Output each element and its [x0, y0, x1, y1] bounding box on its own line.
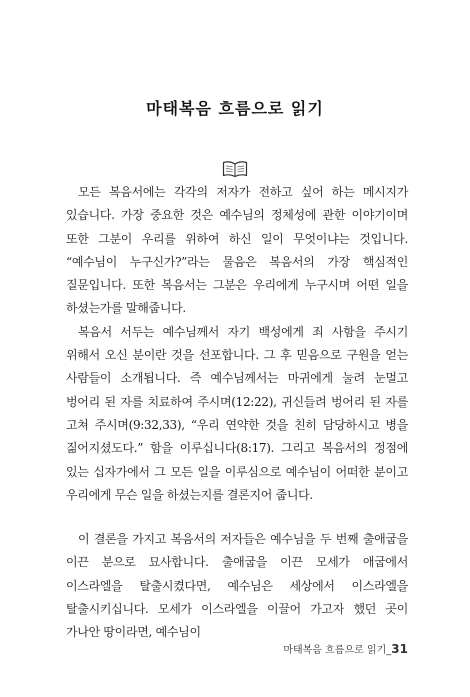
paragraph-spacer — [66, 507, 408, 528]
open-book-icon — [222, 160, 248, 178]
paragraph-1: 모든 복음서에는 각각의 저자가 전하고 싶어 하는 메시지가 있습니다. 가장 중요한 것은 예수님의 정체성에 관한 이야기이며 또한 그분이 우리를 위하여 하신 일이 무엇이냐는 것입니다. “예수님이 누구신가?”라는 물음은 복음서의 가장 핵심적인 질문입니다. 또한 복음서는 그분은 우리에게 누구시며 어떤 일을 하셨는가를 말해줍니다. — [66, 185, 409, 316]
paragraph-2: 복음서 서두는 예수님께서 자기 백성에게 죄 사함을 주시기 위해서 오신 분이란 것을 선포합니다. 그 후 믿음으로 구원을 얻는 사람들이 소개됩니다. 즉 예수님께서는 마귀에게 눌려 눈멀고 벙어리 된 자를 치료하여 주시며(12:22), 귀신들려 벙어리 된 자를 고쳐 주시며(9:32,33), “우리 연약한 것을 친히 담당하시고 병을 짊어지셨도다.” 함을 이루십니다(8:17). 그리고 복음서의 정점에 있는 십자가에서 그 모든 일을 이루심으로 예수님이 어떠한 분이고 우리에게 무슨 일을 하셨는지를 결론지어 줍니다. — [66, 324, 408, 502]
page-number: 31 — [391, 642, 408, 656]
chapter-title: 마태복음 흐름으로 읽기 — [146, 99, 324, 118]
running-title: 마태복음 흐름으로 읽기 — [283, 645, 387, 656]
footer-separator: _ — [386, 645, 392, 656]
page-footer — [283, 641, 408, 656]
body-text — [66, 181, 408, 645]
paragraph-3: 이 결론을 가지고 복음서의 저자들은 예수님을 두 번째 출애굽을 이끈 분으로 묘사합니다. 출애굽을 이끈 모세가 애굽에서 이스라엘을 탈출시켰다면, 예수님은 세상에서 이스라엘을 탈출시키십니다. 모세가 이스라엘을 이끌어 가고자 했던 곳이 가나안 땅이라면, 예수님이 — [66, 532, 408, 640]
